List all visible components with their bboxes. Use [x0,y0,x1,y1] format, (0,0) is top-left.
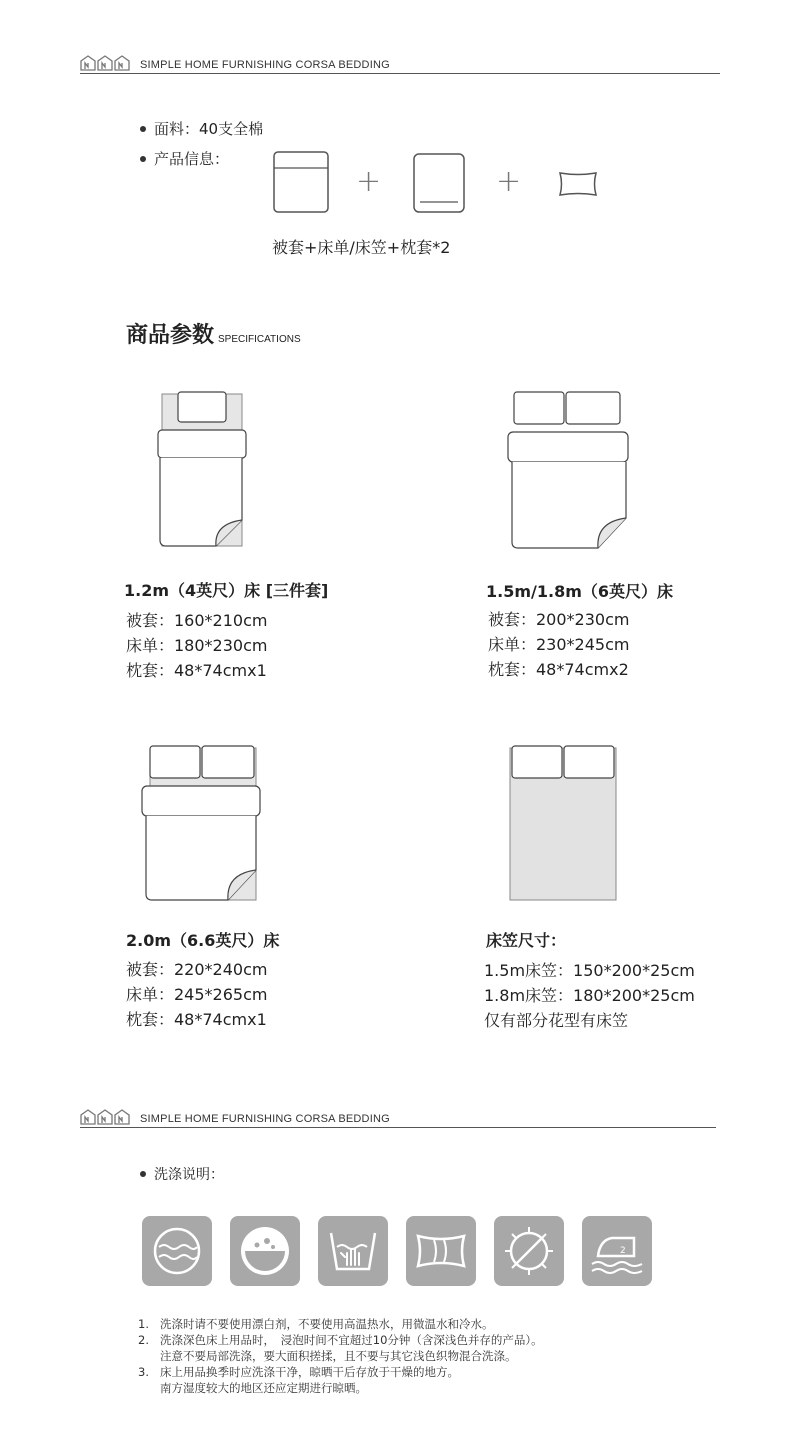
washing-bullet [140,1164,224,1184]
note-line: 床上用品换季时应洗涤干净，晾晒干后存放于干燥的地方。 [160,1365,459,1379]
section-title-text: 商品参数 [126,323,215,348]
bed-1-specs [126,608,267,683]
note-number: 3. [138,1365,149,1379]
spec-line: 被套：160*210cm [126,611,268,630]
info-label: 产品信息： [154,150,230,168]
bed-2-0m-illustration [140,744,264,902]
spec-line: 被套：220*240cm [126,960,268,979]
brand-text: SIMPLE HOME FURNISHING CORSA BEDDING [140,59,390,71]
bed-sheet-icon [412,152,466,214]
wash-30-icon [142,1216,212,1286]
no-bleach-icon [230,1216,300,1286]
gentle-wash-icon [406,1216,476,1286]
washing-label: 洗涤说明： [154,1167,224,1183]
iron-low-icon [582,1216,652,1286]
duvet-cover-icon [272,150,330,214]
spec-line: 床单：180*230cm [126,636,268,655]
washing-notes [138,1316,543,1396]
bed-4-specs [484,958,695,1033]
spec-line: 枕套：48*74cmx1 [126,1010,267,1029]
note-line: 注意不要局部洗涤，要大面积搓揉，且不要与其它浅色织物混合洗涤。 [160,1349,517,1363]
note-line: 洗涤深色床上用品时， 浸泡时间不宜超过10分钟（含深浅色并存的产品）。 [160,1333,543,1347]
house-logo-icon [80,55,130,71]
bed-2-specs [488,607,629,682]
plus-sign: + [496,164,522,199]
care-icons-row [142,1216,652,1286]
bullet-dot [140,156,146,162]
product-formula: 被套+床单/床笠+枕套*2 [272,238,451,257]
note-item [138,1316,543,1332]
bullet-dot [140,1171,146,1177]
iron-level-label: 2 [620,1246,626,1256]
fitted-sheet-illustration [508,744,618,902]
no-tumble-dry-icon [494,1216,564,1286]
bed-3-specs [126,957,267,1032]
fabric-text: 面料：40支全棉 [154,120,264,138]
hand-wash-icon [318,1216,388,1286]
brand-header-2 [80,1104,716,1128]
spec-line: 1.5m床笠：150*200*25cm [484,961,695,980]
spec-line: 枕套：48*74cmx2 [488,660,629,679]
spec-line: 被套：200*230cm [488,610,630,629]
note-line: 南方湿度较大的地区还应定期进行晾晒。 [160,1381,367,1395]
bullet-dot [140,126,146,132]
bed-2-title: 1.5m/1.8m（6英尺）床 [486,582,674,601]
spec-line: 枕套：48*74cmx1 [126,661,267,680]
spec-line: 床单：245*265cm [126,985,268,1004]
brand-text: SIMPLE HOME FURNISHING CORSA BEDDING [140,1113,390,1125]
section-title [126,318,301,349]
bed-4-title: 床笠尺寸： [486,931,567,950]
house-logo-icon [80,1109,130,1125]
spec-line: 1.8m床笠：180*200*25cm [484,986,695,1005]
bed-1-title: 1.2m（4英尺）床 [三件套] [124,581,329,600]
spec-line: 床单：230*245cm [488,635,630,654]
note-number: 1. [138,1317,149,1331]
bed-1-2m-illustration [156,390,248,550]
note-line: 洗涤时请不要使用漂白剂，不要使用高温热水，用微温水和冷水。 [160,1317,494,1331]
bed-3-title: 2.0m（6.6英尺）床 [126,931,280,950]
spec-line: 仅有部分花型有床笠 [484,1011,629,1030]
fabric-bullet [140,118,263,139]
note-number: 2. [138,1333,149,1347]
note-item [138,1364,543,1380]
brand-header [80,50,720,74]
plus-sign: + [356,164,382,199]
info-bullet [140,148,229,169]
bed-1-5m-illustration [506,390,630,552]
note-item [138,1332,543,1348]
pillowcase-icon [556,170,600,198]
section-subtitle: SPECIFICATIONS [218,334,301,345]
